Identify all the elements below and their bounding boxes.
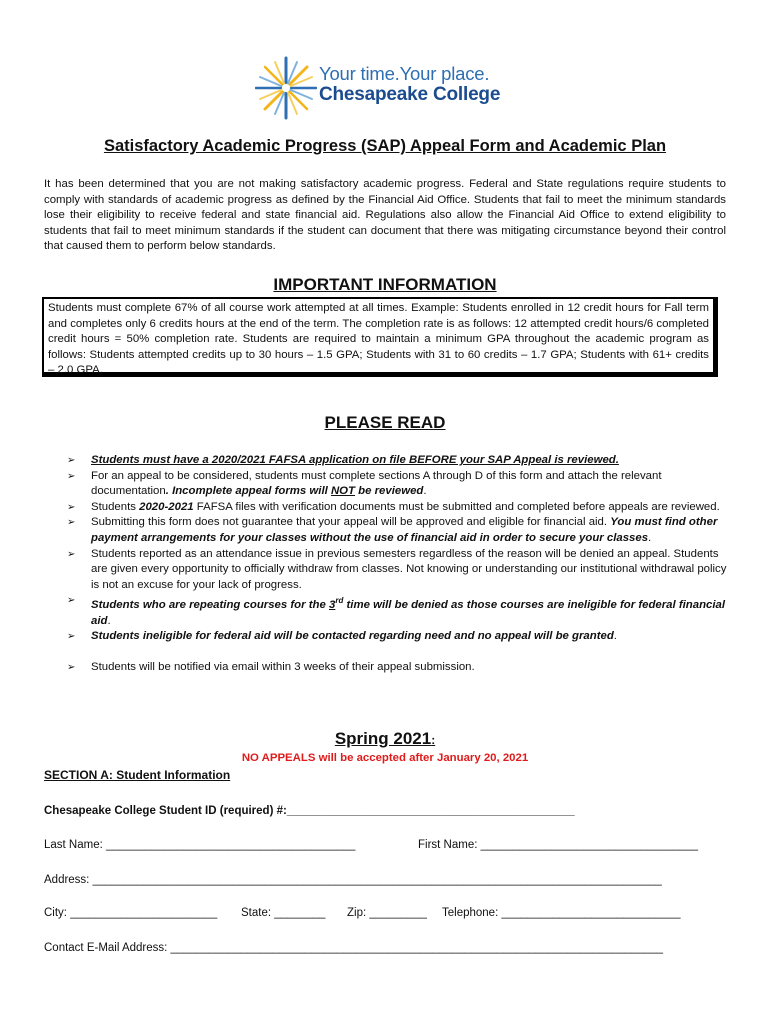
first-name-field[interactable]: First Name: __________________________________ [418, 839, 699, 851]
address-field[interactable]: Address: _________________________________________________________________________________________ [44, 874, 662, 886]
last-name-field[interactable]: Last Name: _______________________________________ [44, 839, 356, 851]
starburst-logo-icon [255, 55, 317, 121]
please-read-list [67, 453, 727, 676]
section-a-heading: SECTION A: Student Information [44, 768, 231, 782]
list-item: ➢ Students reported as an attendance issue in previous semesters regardless of the reason will be denied an appeal. Students are given every opportunity to officially withdraw from classes. Not knowing or understanding our institutional withdrawal policy is not an excuse for your lack of progress. [67, 547, 727, 591]
list-item: ➢ Students who are repeating courses for the 3rd time will be denied as those courses are ineligible for federal financial aid. [67, 595, 726, 627]
zip-field[interactable]: Zip: _________ [347, 907, 427, 919]
student-id-field[interactable]: Chesapeake College Student ID (required) #:_____________________________________________ [44, 805, 575, 817]
arrow-bullet-icon: ➢ [67, 661, 76, 673]
arrow-bullet-icon: ➢ [67, 631, 76, 643]
form-title: Satisfactory Academic Progress (SAP) Appeal Form and Academic Plan [103, 137, 667, 155]
deadline-notice: NO APPEALS will be accepted after January 20, 2021 [241, 752, 529, 764]
arrow-bullet-icon: ➢ [67, 595, 76, 607]
list-item: ➢ Students ineligible for federal aid will be contacted regarding need and no appeal will be granted. [67, 629, 727, 645]
list-item: ➢ For an appeal to be considered, students must complete sections A through D of this form and attach the relevant documentation. Incomplete appeal forms will NOT be reviewed. [67, 469, 662, 498]
important-info-box [42, 297, 718, 377]
arrow-bullet-icon: ➢ [67, 470, 76, 482]
arrow-bullet-icon: ➢ [67, 455, 76, 466]
list-item: ➢ Submitting this form does not guarantee that your appeal will be approved and eligible for financial aid. You must find other payment arrangements for your classes without the use of financial aid in order to secure your classes. [67, 516, 718, 544]
list-item: ➢ Students must have a 2020/2021 FAFSA application on file BEFORE your SAP Appeal is reviewed. [67, 453, 727, 469]
arrow-bullet-icon: ➢ [67, 548, 76, 560]
important-heading: IMPORTANT INFORMATION [273, 275, 497, 294]
college-logo [255, 55, 515, 125]
important-info-text: Students must complete 67% of all course work attempted at all times. Example: Students enrolled in 12 credit hours for Fall term and completes only 6 credits hours at the end of the term. The completion rate is as follows: 12 attempted credit hours/6 completed credit hours = 50% completion rate. Students are required to maintain a minimum GPA throughout the academic program as follows: Students attempted credits up to 30 hours – 1.5 GPA; Students with 31 to 60 credits – 1.7 GPA; Students with 61+ credits – 2.0 GPA. [48, 302, 709, 377]
state-field[interactable]: State: ________ [241, 907, 326, 919]
please-read-heading: PLEASE READ [324, 413, 446, 432]
logo-college-name: Chesapeake College [319, 84, 501, 105]
telephone-field[interactable]: Telephone: ____________________________ [442, 907, 681, 919]
email-field[interactable]: Contact E-Mail Address: _____________________________________________________________________________ [44, 942, 664, 954]
term-heading: Spring 2021: [334, 729, 436, 748]
arrow-bullet-icon: ➢ [67, 501, 76, 513]
arrow-bullet-icon: ➢ [67, 517, 76, 529]
intro-paragraph: It has been determined that you are not making satisfactory academic progress. Federal and State regulations require students to comply with standards of academic progress as defined by the Financial Aid Office. Students that fail to meet the minimum standards lose their eligibility to receive federal and state financial aid. Regulations also allow the Financial Aid Office to extend eligibility to students that fail to meet minimum standards if the student can document that there was mitigating circumstance beyond their control that caused them to perform below standards. [44, 178, 726, 253]
list-item: ➢ Students will be notified via email within 3 weeks of their appeal submission. [67, 660, 727, 676]
list-item: ➢ Students 2020-2021 FAFSA files with verification documents must be submitted and completed before appeals are reviewed. [67, 500, 727, 516]
city-field[interactable]: City: _______________________ [44, 907, 218, 919]
logo-tagline: Your time.Your place. [319, 63, 490, 84]
